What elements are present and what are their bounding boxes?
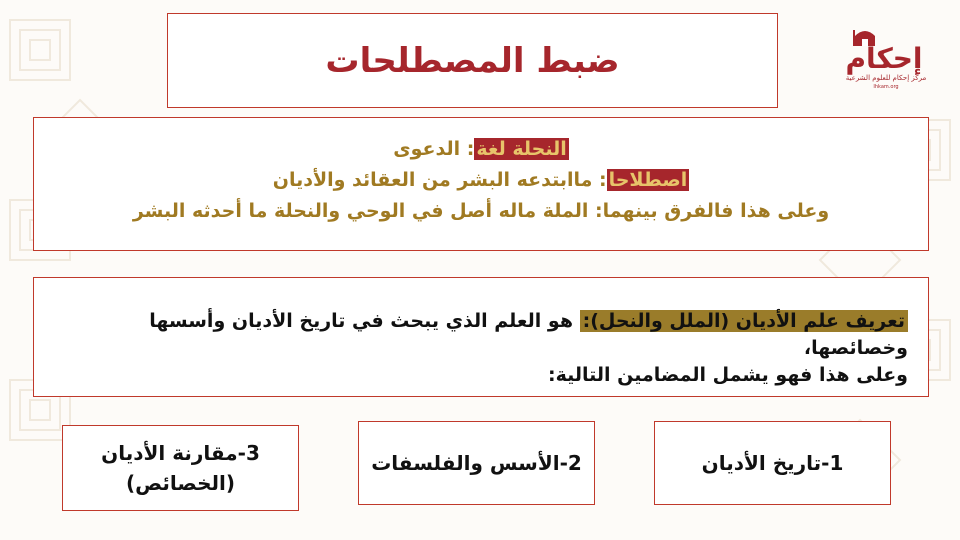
card-history <box>654 421 891 505</box>
definition-linguistic <box>34 134 928 165</box>
card-comparison <box>62 425 299 511</box>
intro-text: هو العلم الذي يبحث في تاريخ الأديان وأسسها وخصائصها، <box>149 310 908 359</box>
page-title: ضبط المصطلحات <box>325 40 620 81</box>
definition-technical <box>34 165 928 196</box>
card-comparison-line1: 3-مقارنة الأديان <box>101 441 260 465</box>
intro-line-2: وعلى هذا فهو يشمل المضامين التالية: <box>548 364 908 386</box>
definition-text: الدعوى <box>393 138 467 160</box>
logo-subtitle: مركز إحكام للعلوم الشرعية <box>845 74 927 82</box>
card-foundations <box>358 421 595 505</box>
ihkam-logo <box>843 26 929 92</box>
card-comparison-label <box>101 438 260 498</box>
intro-box <box>33 277 929 397</box>
intro-term: تعريف علم الأديان (الملل والنحل): <box>580 310 908 332</box>
separator: : <box>599 169 607 191</box>
definition-difference: وعلى هذا فالفرق بينهما: الملة ماله أصل في الوحي والنحلة ما أحدثه البشر <box>132 200 830 222</box>
card-history-label: 1-تاريخ الأديان <box>701 451 844 475</box>
term-linguistic: النحلة لغة <box>476 138 567 160</box>
card-comparison-line2: (الخصائص) <box>125 471 236 495</box>
title-box <box>167 13 778 108</box>
logo-name: إحكام <box>845 42 923 75</box>
intro-line-1 <box>52 308 908 362</box>
term-technical: اصطلاحا <box>608 169 688 191</box>
logo-url: Ihkam.org <box>873 84 899 90</box>
definitions-box <box>33 117 929 251</box>
definition-text: ماابتدعه البشر من العقائد والأديان <box>272 169 599 191</box>
separator: : <box>466 138 475 160</box>
card-foundations-label: 2-الأسس والفلسفات <box>371 451 582 475</box>
